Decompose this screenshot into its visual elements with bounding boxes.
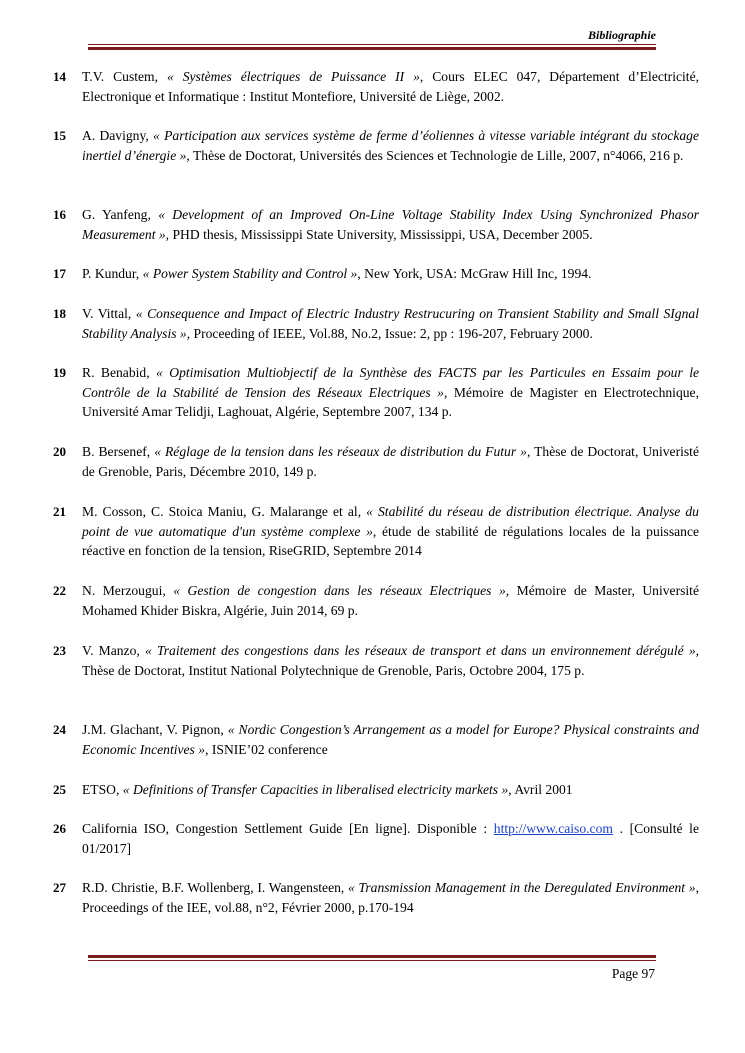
reference-item [53,641,699,680]
reference-author: R.D. Christie, B.F. Wollenberg, I. Wangensteen, [82,880,349,895]
reference-text [82,126,699,165]
reference-title: « Stabilité du réseau de distribution électrique. Analyse du point de vue automatique d'un système complexe », [82,504,699,539]
header-rule-thick [88,47,656,50]
reference-author: T.V. Custem, [82,69,167,84]
reference-item [53,878,699,917]
reference-details: , Cours ELEC 047, Département d’Electricité, Electronique et Informatique : Institut Montefiore, Université de Liège, 2002. [82,69,700,104]
reference-author: N. Merzougui, [82,583,174,598]
reference-item [53,780,699,800]
reference-text [82,720,699,759]
reference-item [53,205,699,244]
reference-number: 19 [53,365,66,380]
reference-details: . [Consulté le 01/2017] [82,821,699,856]
reference-details: , Avril 2001 [508,782,573,797]
reference-author: V. Vittal, [82,306,136,321]
reference-title: « Nordic Congestion’s Arrangement as a model for Europe? Physical constraints and Economic Incentives » [82,722,699,757]
reference-title: « Power System Stability and Control » [142,266,358,281]
reference-text [82,878,699,917]
header-rule-thin [88,44,656,45]
reference-title: « Réglage de la tension dans les réseaux de distribution du Futur » [154,444,527,459]
reference-author: R. Benabid, [82,365,157,380]
reference-item [53,819,699,858]
reference-author: V. Manzo, [82,643,145,658]
reference-text [82,819,699,858]
reference-item [53,126,699,165]
reference-title: « Consequence and Impact of Electric Industry Restrucuring on Transient Stability and Small SIgnal Stability Analysis », [82,306,699,341]
reference-text [82,363,699,422]
reference-text [82,581,699,620]
reference-number: 14 [53,69,66,84]
reference-number: 16 [53,207,66,222]
reference-title: « Development of an Improved On-Line Voltage Stability Index Using Synchronized Phasor Measurement », [82,207,699,242]
reference-title: « Transmission Management in the Deregulated Environment » [348,880,696,895]
reference-title: « Systèmes électriques de Puissance II » [166,69,420,84]
reference-details: Thèse de Doctorat, Universités des Sciences et Technologie de Lille, 2007, n°4066, 216 p. [189,147,684,163]
footer-rule-thin [88,960,656,961]
reference-number: 27 [53,880,66,895]
reference-title: « Definitions of Transfer Capacities in liberalised electricity markets » [122,782,509,797]
reference-text [82,641,699,680]
reference-link[interactable]: http://www.caiso.com [493,821,613,836]
reference-title: « Gestion de congestion dans les réseaux Electriques », [173,583,510,598]
reference-number: 26 [53,821,66,836]
reference-text [82,67,699,106]
reference-item [53,502,699,561]
reference-item [53,363,699,422]
reference-number: 24 [53,722,66,737]
reference-author: J.M. Glachant, V. Pignon, [82,722,228,737]
reference-number: 18 [53,306,66,321]
reference-number: 22 [53,583,66,598]
running-header-title: Bibliographie [587,28,656,42]
reference-author: G. Yanfeng, [82,207,159,222]
page-number: Page 97 [611,966,655,981]
reference-text [82,264,699,284]
footer-rule-thick [88,955,656,958]
reference-title: « Optimisation Multiobjectif de la Synthèse des FACTS par les Particules en Essaim pour le Contrôle de la Stabilité de Tension des Réseaux Electriques » [82,365,699,400]
reference-item [53,720,699,759]
reference-details: Thèse de Doctorat, Institut National Polytechnique de Grenoble, Paris, Octobre 2004, 175 p. [82,662,585,678]
reference-item [53,264,699,284]
reference-author: A. Davigny, [82,128,154,143]
reference-text [82,304,699,343]
reference-author: B. Bersenef, [82,444,155,459]
reference-details: PHD thesis, Mississippi State University, Mississippi, USA, December 2005. [169,226,593,242]
reference-details: , ISNIE’02 conference [205,741,328,757]
reference-author: ETSO, [82,782,123,797]
reference-item [53,304,699,343]
reference-item [53,581,699,620]
reference-details: , Proceedings of the IEE, vol.88, n°2, Février 2000, p.170-194 [82,880,699,915]
reference-text [82,502,699,561]
reference-number: 20 [53,444,66,459]
reference-author: California ISO, Congestion Settlement Guide [En ligne]. Disponible : [82,821,494,836]
reference-details: étude de stabilité de régulations locales de la puissance réactive en fonction de la tension, RiseGRID, Septembre 2014 [82,523,700,558]
reference-details: Proceeding of IEEE, Vol.88, No.2, Issue: 2, pp : 196-207, February 2000. [190,325,593,341]
reference-number: 17 [53,266,66,281]
reference-number: 23 [53,643,66,658]
reference-details: , Mémoire de Magister en Electrotechnique, Université Amar Telidji, Laghouat, Algérie, Septembre 2007, 134 p. [82,384,699,419]
reference-text [82,780,699,800]
reference-number: 15 [53,128,66,143]
reference-number: 21 [53,504,66,519]
reference-title: « Participation aux services système de ferme d’éoliennes à vitesse variable intégrant du stockage inertiel d’énergie », [82,128,699,163]
reference-author: P. Kundur, [82,266,143,281]
reference-author: M. Cosson, C. Stoica Maniu, G. Malarange et al, [82,504,367,519]
reference-details: , New York, USA: McGraw Hill Inc, 1994. [357,266,592,281]
reference-number: 25 [53,782,66,797]
reference-item [53,67,699,106]
reference-text [82,442,699,481]
reference-details: Mémoire de Master, Université Mohamed Khider Biskra, Algérie, Juin 2014, 69 p. [82,583,699,618]
reference-title: « Traitement des congestions dans les réseaux de transport et dans un environnement dérégulé », [144,643,700,658]
reference-item [53,442,699,481]
reference-text [82,205,699,244]
reference-details: , Thèse de Doctorat, Univeristé de Grenoble, Paris, Décembre 2010, 149 p. [82,444,699,479]
